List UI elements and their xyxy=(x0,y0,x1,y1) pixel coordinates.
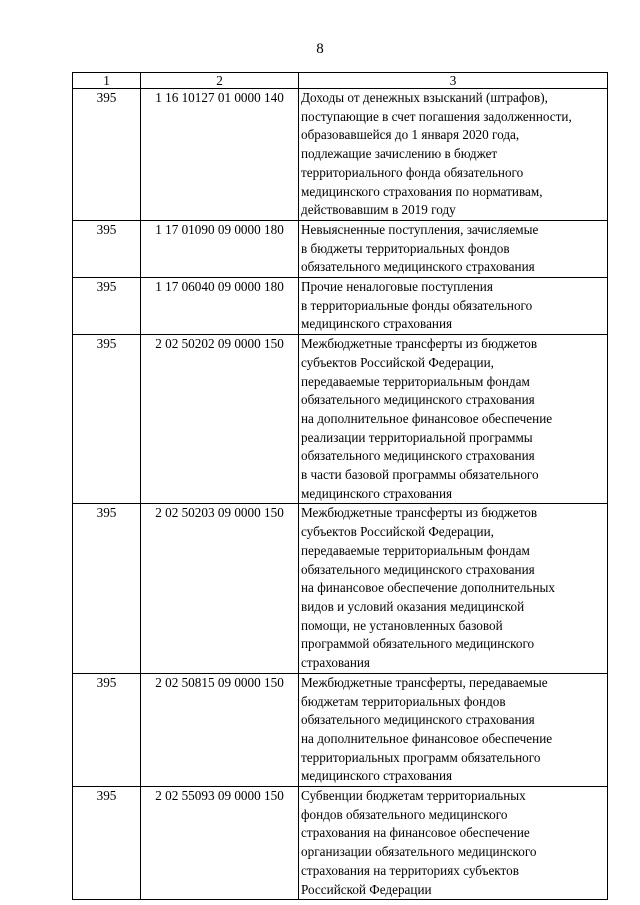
income-name-line: в территориальные фонды обязательного xyxy=(301,297,533,313)
income-name-line: на дополнительное финансовое обеспечение xyxy=(301,410,553,426)
income-name-line: Российской Федерации xyxy=(301,881,432,897)
income-name-line: передаваемые территориальным фондам xyxy=(301,542,530,558)
admin-code-cell: 395 xyxy=(73,787,141,900)
income-name-line: Субвенции бюджетам территориальных xyxy=(301,788,526,804)
income-name-line: действовавшим в 2019 году xyxy=(301,202,456,218)
income-name-line: медицинского страхования по нормативам, xyxy=(301,183,543,199)
table-row xyxy=(73,220,608,277)
income-name-line: обязательного медицинского страхования xyxy=(301,712,535,728)
income-name-line: Невыясненные поступления, зачисляемые xyxy=(301,221,539,237)
budget-code-cell: 2 02 50202 09 0000 150 xyxy=(141,335,299,504)
income-name-line: территориальных программ обязательного xyxy=(301,749,541,765)
income-name-line: страхования на территориях субъектов xyxy=(301,862,519,878)
income-name-line: организации обязательного медицинского xyxy=(301,844,537,860)
income-name-line: страхования xyxy=(301,655,370,671)
income-name-line: реализации территориальной программы xyxy=(301,429,533,445)
income-name-line: подлежащие зачислению в бюджет xyxy=(301,146,498,162)
income-name-line: программой обязательного медицинского xyxy=(301,636,535,652)
income-name-cell xyxy=(299,673,608,786)
budget-code-cell: 1 16 10127 01 0000 140 xyxy=(141,89,299,221)
page-number: 8 xyxy=(316,41,324,57)
column-header-name: 3 xyxy=(299,73,608,89)
budget-code-cell: 2 02 55093 09 0000 150 xyxy=(141,787,299,900)
table-row xyxy=(73,335,608,504)
column-header-code: 2 xyxy=(141,73,299,89)
income-name-line: Доходы от денежных взысканий (штрафов), xyxy=(301,90,548,105)
table-body xyxy=(73,89,608,900)
admin-code-cell: 395 xyxy=(73,89,141,221)
income-name-line: Межбюджетные трансферты из бюджетов xyxy=(301,505,538,521)
income-name-line: Межбюджетные трансферты, передаваемые xyxy=(301,674,548,690)
budget-code-cell: 2 02 50203 09 0000 150 xyxy=(141,504,299,673)
income-name-line: поступающие в счет погашения задолженности, xyxy=(301,108,572,124)
budget-code-cell: 2 02 50815 09 0000 150 xyxy=(141,673,299,786)
income-name-line: передаваемые территориальным фондам xyxy=(301,373,530,389)
income-name-line: на дополнительное финансовое обеспечение xyxy=(301,730,553,746)
table-row xyxy=(73,278,608,335)
income-name-line: территориального фонда обязательного xyxy=(301,164,524,180)
income-name-line: медицинского страхования xyxy=(301,485,453,501)
budget-classification-table xyxy=(72,72,608,900)
income-name-cell xyxy=(299,787,608,900)
table-row xyxy=(73,673,608,786)
admin-code-cell: 395 xyxy=(73,673,141,786)
income-name-cell xyxy=(299,278,608,335)
income-name-line: субъектов Российской Федерации, xyxy=(301,524,494,540)
admin-code-cell: 395 xyxy=(73,220,141,277)
income-name-line: медицинского страхования xyxy=(301,316,453,332)
table-row xyxy=(73,89,608,221)
admin-code-cell: 395 xyxy=(73,278,141,335)
income-name-line: Межбюджетные трансферты из бюджетов xyxy=(301,336,538,352)
income-name-line: видов и условий оказания медицинской xyxy=(301,598,525,614)
table-row xyxy=(73,787,608,900)
income-name-line: обязательного медицинского страхования xyxy=(301,259,535,275)
column-header-admin: 1 xyxy=(73,73,141,89)
income-name-line: страхования на финансовое обеспечение xyxy=(301,825,530,841)
admin-code-cell: 395 xyxy=(73,504,141,673)
income-name-line: Прочие неналоговые поступления xyxy=(301,279,493,295)
income-name-cell xyxy=(299,220,608,277)
income-name-line: в части базовой программы обязательного xyxy=(301,467,539,483)
income-name-line: обязательного медицинского страхования xyxy=(301,561,535,577)
income-name-line: обязательного медицинского страхования xyxy=(301,448,535,464)
budget-code-cell: 1 17 01090 09 0000 180 xyxy=(141,220,299,277)
table-row xyxy=(73,504,608,673)
income-name-line: медицинского страхования xyxy=(301,768,453,784)
income-name-line: образовавшейся до 1 января 2020 года, xyxy=(301,127,520,143)
income-name-cell xyxy=(299,504,608,673)
budget-code-cell: 1 17 06040 09 0000 180 xyxy=(141,278,299,335)
income-name-line: субъектов Российской Федерации, xyxy=(301,354,494,370)
income-name-cell xyxy=(299,89,608,221)
income-name-line: обязательного медицинского страхования xyxy=(301,392,535,408)
table-header-row xyxy=(73,73,608,89)
income-name-line: на финансовое обеспечение дополнительных xyxy=(301,580,555,596)
income-name-line: помощи, не установленных базовой xyxy=(301,617,503,633)
income-name-line: в бюджеты территориальных фондов xyxy=(301,240,510,256)
income-name-line: бюджетам территориальных фондов xyxy=(301,693,506,709)
income-name-cell xyxy=(299,335,608,504)
admin-code-cell: 395 xyxy=(73,335,141,504)
income-name-line: фондов обязательного медицинского xyxy=(301,806,508,822)
